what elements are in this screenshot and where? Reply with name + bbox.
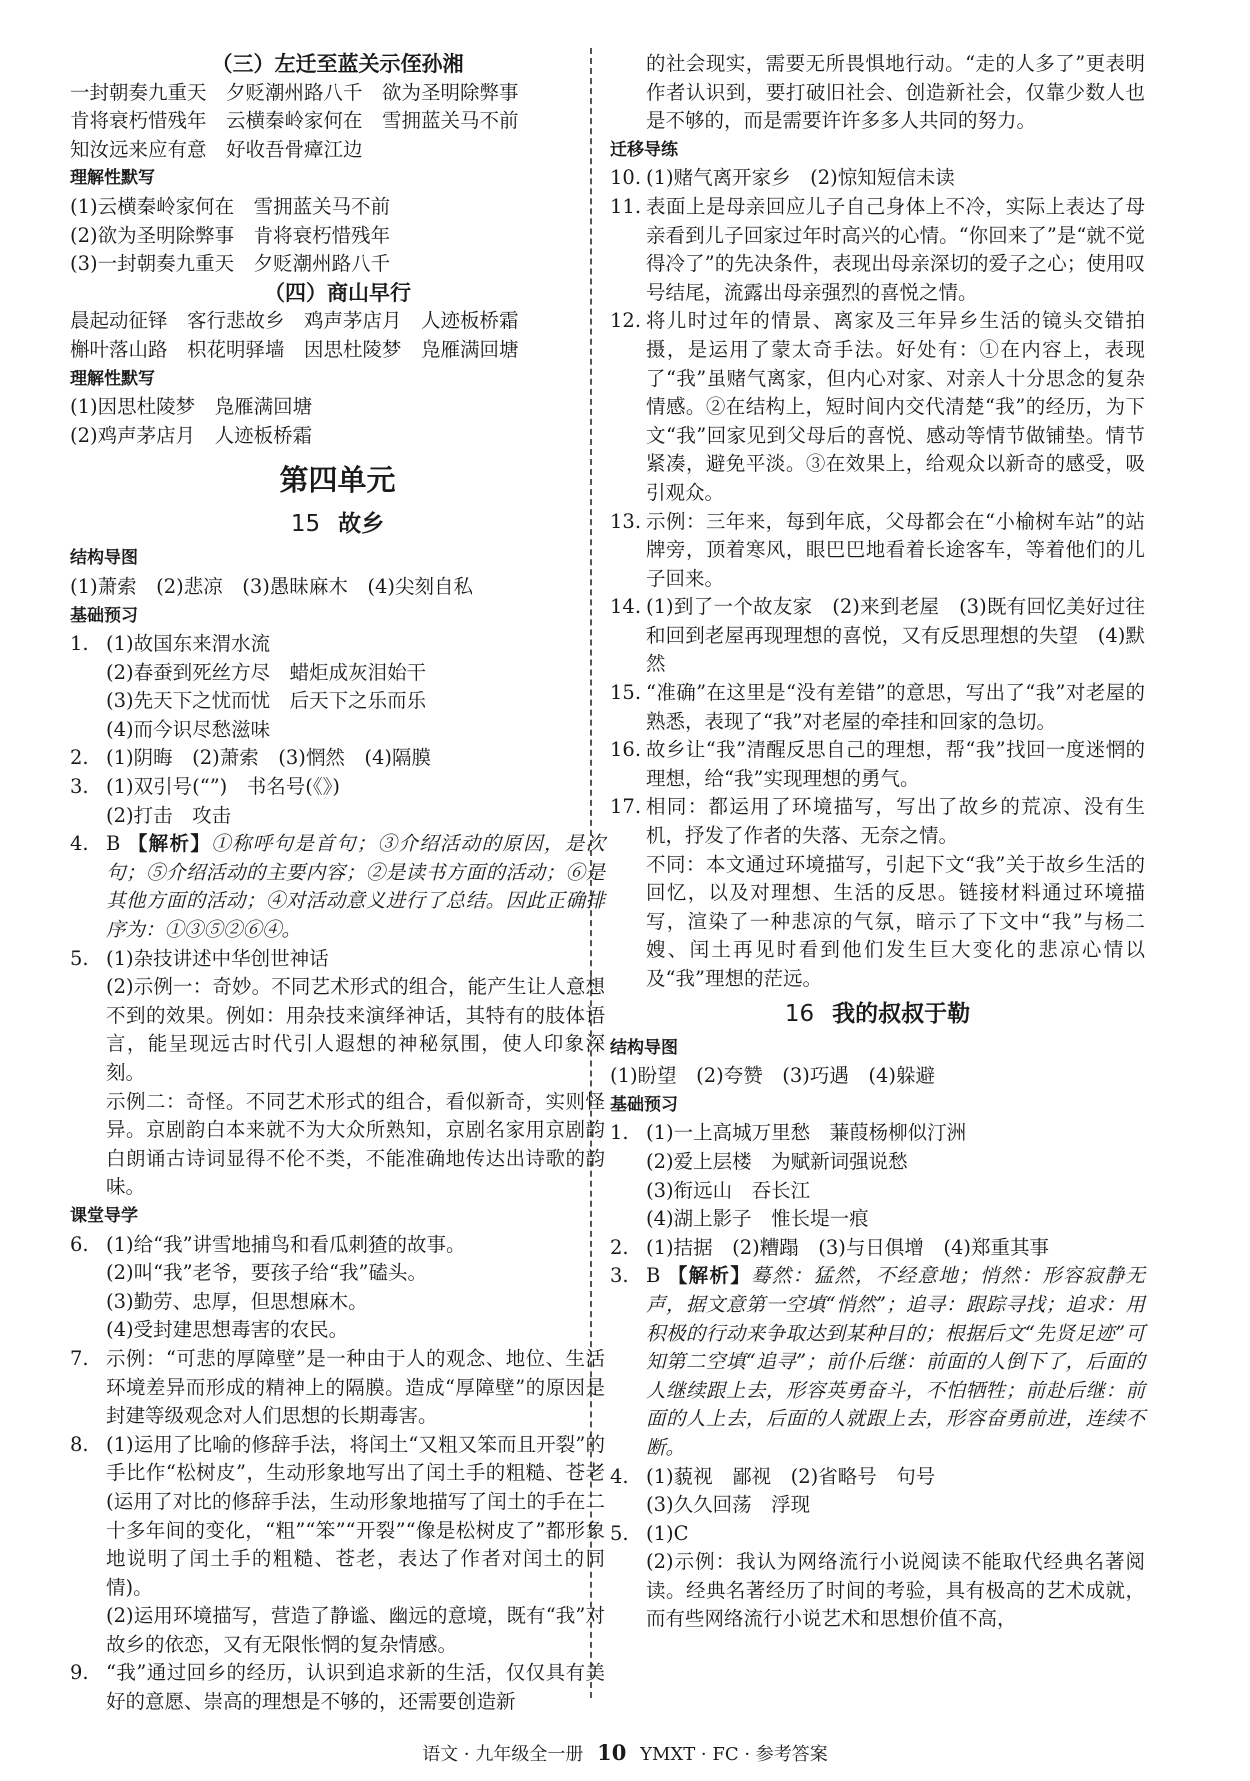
answer-item [610,679,1145,736]
item-number: 5. [610,1521,629,1545]
struct-answer: (1)萧索 (2)悲凉 (3)愚昧麻木 (4)尖刻自私 [70,574,473,598]
answer-item [70,945,605,1202]
answer-item [70,744,605,773]
item-number: 17. [610,795,642,819]
answer-text: (1)到了一个故友家 (2)来到老屋 (3)既有回忆美好过往和回到老屋再现理想的喜悦，又有反思理想的失望 (4)默然 [646,595,1145,676]
answer-text: “我”通过回乡的经历，认识到追求新的生活，仅仅具有美好的意愿、崇高的理想是不够的，还需要创造新 [106,1661,605,1714]
poem3-line: 肯将衰朽惜残年 云横秦岭家何在 雪拥蓝关马不前 [70,109,519,133]
item-number: 4. [70,832,89,856]
answer-text: 表面上是母亲回应儿子自己身体上不冷，实际上表达了母亲看到儿子回家过年时高兴的心情。“你回来了”是“就不觉得冷了”的先决条件，表现出母亲深切的爱子之心；使用叹号结尾，流露出母亲强烈的喜悦之情。 [646,194,1145,304]
item-number: 3. [70,775,89,799]
answer-item [610,193,1145,307]
answer-item [610,593,1145,679]
answer-item [610,164,1145,193]
lesson-number: 16 [784,1000,815,1027]
item-number: 3. [610,1264,629,1288]
answer-item [610,736,1145,793]
poem4-line: 槲叶落山路 枳花明驿墙 因思杜陵梦 凫雁满回塘 [70,337,519,361]
answer-item [610,793,1145,993]
answer-line: (2)打击 攻击 [106,803,232,827]
answer-item [70,1659,605,1716]
analysis-tag: 【解析】 [667,1264,752,1288]
answer-item [70,773,605,830]
lesson-name: 故乡 [338,511,385,538]
section-heading: 理解性默写 [70,168,155,189]
answer-paragraph: (1)C [646,1521,689,1545]
answer-text: 故乡让“我”清醒反思自己的理想，帮“我”找回一度迷惘的理想，给“我”实现理想的勇气。 [646,738,1145,790]
poem3-line: 知汝远来应有意 好收吾骨瘴江边 [70,137,363,161]
answer-text: 的社会现实，需要无所畏惧地行动。“走的人多了”更表明作者认识到，要打破旧社会、创造新社会，仅靠少数人也是不够的，而是需要许许多多人共同的努力。 [646,52,1145,133]
item-number: 15. [610,681,642,705]
answer-line: (4)受封建思想毒害的农民。 [106,1318,349,1342]
poem3-answer: (3)一封朝奏九重天 夕贬潮州路八千 [70,252,391,276]
item-number: 12. [610,309,642,333]
poem3-title: （三）左迁至蓝关示侄孙湘 [211,52,464,76]
answer-item [70,1345,605,1431]
item-number: 4. [610,1464,629,1488]
answer-paragraph: (2)运用环境描写，营造了静谧、幽远的意境，既有“我”对故乡的依恋，又有无限怅惘的复杂情感。 [106,1604,605,1656]
answer-text: “准确”在这里是“没有差错”的意思，写出了“我”对老屋的熟悉，表现了“我”对老屋的牵挂和回家的急切。 [646,681,1145,733]
answer-line: (1)给“我”讲雪地捕鸟和看瓜刺猹的故事。 [106,1232,466,1256]
item-number: 2. [70,746,89,770]
section-heading: 结构导图 [70,548,138,569]
answer-paragraph: 不同：本文通过环境描写，引起下文“我”关于故乡生活的回忆，以及对理想、生活的反思。链接材料通过环境描写，渲染了一种悲凉的气氛，暗示了下文中“我”与杨二嫂、闰土再见时看到他们发生巨大变化的悲凉心情以及“我”理想的茫远。 [646,852,1145,990]
answer-line: (1)藐视 鄙视 (2)省略号 句号 [646,1464,936,1488]
item-number: 11. [610,194,642,218]
answer-paragraph: (2)示例：我认为网络流行小说阅读不能取代经典名著阅读。经典名著经历了时间的考验，具有极高的艺术成就，而有些网络流行小说艺术和思想价值不高， [646,1550,1145,1631]
answer-text: (1)阴晦 (2)萧索 (3)惘然 (4)隔膜 [106,746,431,770]
section-heading: 理解性默写 [70,368,155,389]
item-number: 16. [610,738,642,762]
answer-paragraph: (1)运用了比喻的修辞手法，将闰土“又粗又笨而且开裂”的手比作“松树皮”，生动形象地写出了闰土手的粗糙、苍老(运用了对比的修辞手法，生动形象地描写了闰土的手在二十多年间的变化，“粗”“笨”“开裂”“像是松树皮了”都形象地说明了闰土手的粗糙、苍老，表达了作者对闰土的同情)。 [106,1432,605,1599]
poem3-answer: (2)欲为圣明除弊事 肯将衰朽惜残年 [70,223,391,247]
answer-paragraph: 相同：都运用了环境描写，写出了故乡的荒凉、没有生机，抒发了作者的失落、无奈之情。 [646,795,1145,848]
answer-item [70,830,605,944]
analysis-text: ①称呼句是首句；③介绍活动的原因，是次句；⑤介绍活动的主要内容；②是读书方面的活动；⑥是其他方面的活动；④对活动意义进行了总结。因此正确排序为：①③⑤②⑥④。 [106,832,605,942]
item-number: 1. [610,1121,629,1145]
item-number: 2. [610,1235,629,1259]
item-number: 6. [70,1232,89,1256]
struct-answer: (1)盼望 (2)夸赞 (3)巧遇 (4)躲避 [610,1064,935,1088]
analysis-text: 蓦然：猛然，不经意地；悄然：形容寂静无声，据文意第一空填“悄然”；追寻：跟踪寻找；追求：用积极的行动来争取达到某种目的；根据后文“先贤足迹”可知第二空填“追寻”；前仆后继：前面的人倒下了，后面的人继续跟上去，形容英勇奋斗，不怕牺牲；前赴后继：前面的人上去，后面的人就跟上去，形容奋勇前进，连续不断。 [646,1264,1145,1459]
answer-line: (1)一上高城万里愁 蒹葭杨柳似汀洲 [646,1121,967,1145]
answer-line: (3)久久回荡 浮现 [646,1493,811,1517]
poem3-answer: (1)云横秦岭家何在 雪拥蓝关马不前 [70,194,391,218]
item-number: 7. [70,1346,89,1370]
section-heading: 课堂导学 [70,1205,138,1226]
footer-subject: 语文 · 九年级全一册 [422,1744,584,1765]
poem4-line: 晨起动征铎 客行悲故乡 鸡声茅店月 人迹板桥霜 [70,309,519,333]
item-number: 13. [610,509,642,533]
answer-item [610,1234,1145,1263]
answer-line: (2)叫“我”老爷，要孩子给“我”磕头。 [106,1261,427,1285]
answer-line: (3)先天下之忧而忧 后天下之乐而乐 [106,689,427,713]
answer-line: (2)爱上层楼 为赋新词强说愁 [646,1149,908,1173]
answer-paragraph: 示例二：奇怪。不同艺术形式的组合，看似新奇，实则怪异。京剧韵白本来就不为大众所熟知，京剧名家用京剧韵白朗诵古诗词显得不伦不类，不能准确地传达出诗歌的韵味。 [106,1089,605,1199]
analysis-tag: 【解析】 [127,832,212,856]
answer-line: (4)而今识尽愁滋味 [106,717,271,741]
answer-line: (1)双引号(“”) 书名号(《》) [106,775,340,799]
answer-choice: B [106,832,121,856]
section-heading: 基础预习 [70,605,138,626]
answer-item [610,508,1145,594]
answer-line: (3)勤劳、忠厚，但思想麻木。 [106,1289,368,1313]
answer-text: 示例：三年来，每到年底，父母都会在“小榆树车站”的站牌旁，顶着寒风，眼巴巴地看着长途客车，等着他们的儿子回来。 [646,509,1145,590]
item-number: 1. [70,632,89,656]
poem4-answer: (2)鸡声茅店月 人迹板桥霜 [70,423,313,447]
item-number: 5. [70,946,89,970]
answer-paragraph: (1)杂技讲述中华创世神话 [106,946,329,970]
answer-item [610,1520,1145,1634]
poem4-title: （四）商山早行 [264,280,411,305]
item-number: 9. [70,1661,89,1685]
page-footer [0,1740,1250,1766]
right-column [610,50,1145,1634]
answer-text: (1)赌气离开家乡 (2)惊知短信未读 [646,166,955,190]
answer-item [70,630,605,744]
answer-text: (1)拮据 (2)糟蹋 (3)与日俱增 (4)郑重其事 [646,1235,1049,1259]
answer-item [610,307,1145,507]
left-column [70,50,605,1717]
poem4-answer: (1)因思杜陵梦 凫雁满回塘 [70,395,313,419]
footer-code: YMXT · FC · 参考答案 [640,1744,828,1765]
answer-paragraph: (2)示例一：奇妙。不同艺术形式的组合，能产生让人意想不到的效果。例如：用杂技来演绎神话，其特有的肢体语言，能呈现远古时代引人遐想的神秘氛围，使人印象深刻。 [106,975,605,1084]
poem3-line: 一封朝奏九重天 夕贬潮州路八千 欲为圣明除弊事 [70,80,519,104]
answer-choice: B [646,1264,661,1288]
section-heading: 结构导图 [610,1037,678,1058]
lesson-name: 我的叔叔于勒 [832,1000,971,1027]
lesson-16-title [610,994,1145,1034]
answer-line: (1)故国东来渭水流 [106,632,271,656]
answer-item-continued [610,50,1145,136]
answer-item [610,1463,1145,1520]
section-heading: 基础预习 [610,1094,678,1115]
section-heading: 迁移导练 [610,139,678,160]
lesson-15-title [70,504,605,544]
answer-line: (4)湖上影子 惟长堤一痕 [646,1207,869,1231]
answer-text: 将儿时过年的情景、离家及三年异乡生活的镜头交错拍摄，是运用了蒙太奇手法。好处有：①在内容上，表现了“我”虽赌气离家，但内心对家、对亲人十分思念的复杂情感。②在结构上，短时间内交代清楚“我”的经历，为下文“我”回家见到父母后的喜悦、感动等情节做铺垫。情节紧凑，避免平淡。③在效果上，给观众以新奇的感受，吸引观众。 [646,309,1145,504]
answer-item [610,1262,1145,1462]
page-number: 10 [597,1740,627,1765]
unit-title: 第四单元 [279,463,396,498]
answer-item [610,1119,1145,1233]
answer-text: 示例：“可悲的厚障壁”是一种由于人的观念、地位、生活环境差异而形成的精神上的隔膜。造成“厚障壁”的原因是封建等级观念对人们思想的长期毒害。 [106,1346,605,1428]
answer-item [70,1231,605,1345]
answer-line: (2)春蚕到死丝方尽 蜡炬成灰泪始干 [106,660,427,684]
item-number: 8. [70,1432,89,1456]
item-number: 14. [610,595,642,619]
answer-item [70,1431,605,1660]
answer-line: (3)衔远山 吞长江 [646,1178,811,1202]
item-number: 10. [610,166,642,190]
lesson-number: 15 [290,511,321,538]
